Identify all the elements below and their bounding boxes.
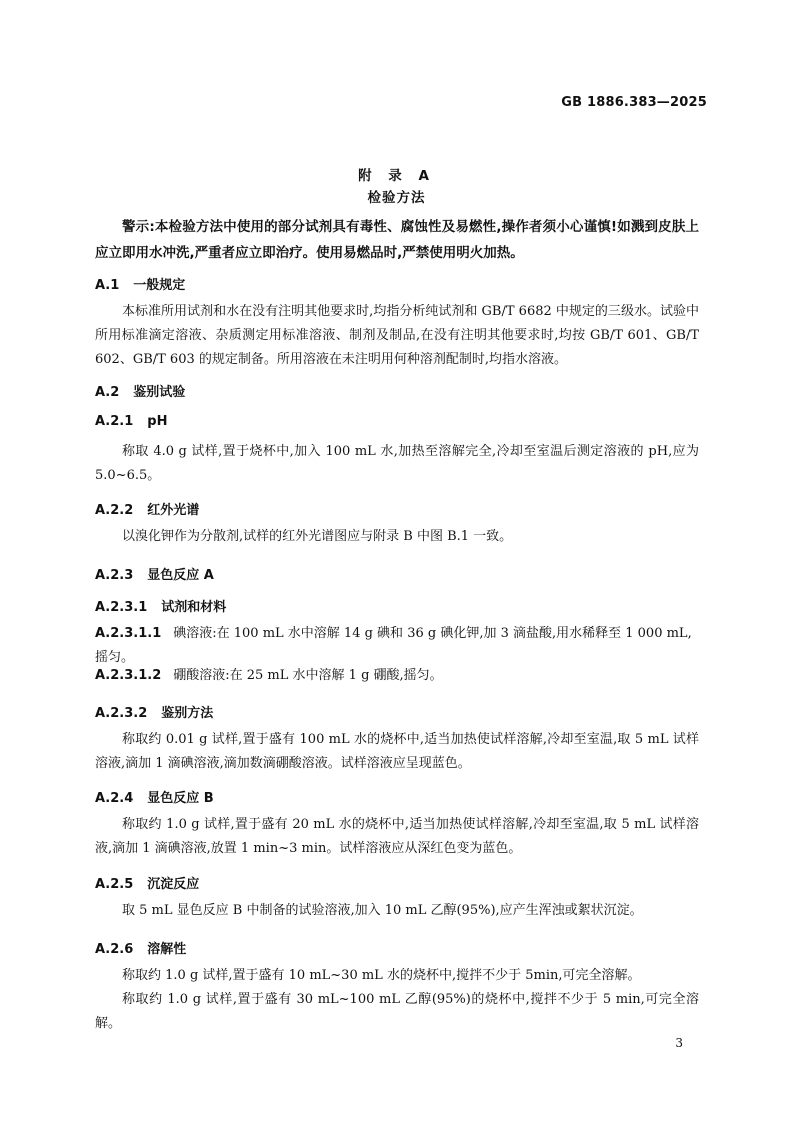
paragraph-a24: 称取约 1.0 g 试样,置于盛有 20 mL 水的烧杯中,适当加热使试样溶解,冷却至室温,取 5 mL 试样溶液,滴加 1 滴碘溶液,放置 1 min~3 min。试样溶液应从深红色变为蓝色。: [95, 817, 699, 856]
section-heading-a24: [95, 787, 214, 806]
item-text: 碘溶液:在 100 mL 水中溶解 14 g 碘和 36 g 碘化钾,加 3 滴盐酸,用水稀释至 1 000 mL,摇匀。: [95, 626, 692, 665]
section-number: A.2.6: [95, 942, 134, 957]
section-number: A.1: [95, 278, 120, 293]
paragraph-a21: 称取 4.0 g 试样,置于烧杯中,加入 100 mL 水,加热至溶解完全,冷却至室温后测定溶液的 pH,应为 5.0~6.5。: [95, 444, 699, 483]
section-label: 试剂和材料: [161, 600, 227, 615]
section-heading-a26: [95, 938, 186, 957]
section-heading-a22: [95, 499, 199, 518]
item-a2312: [95, 664, 699, 688]
appendix-title: 附 录 A: [358, 168, 435, 184]
paragraph-a1: 本标准所用试剂和水在没有注明其他要求时,均指分析纯试剂和 GB/T 6682 中规定的三级水。试验中所用标准滴定溶液、杂质测定用标准溶液、制剂及制品,在没有注明其他要求时,均按 GB/T 601、GB/T 602、GB/T 603 的规定制备。所用溶液在未注明用何种溶剂配制时,均指水溶液。: [95, 304, 699, 367]
page-number: 3: [675, 1036, 683, 1050]
section-heading-a21: [95, 414, 167, 429]
section-label: 一般规定: [133, 278, 186, 293]
item-number: A.2.3.1.2: [95, 668, 162, 683]
section-label: 沉淀反应: [147, 877, 200, 892]
item-number: A.2.3.1.1: [95, 626, 162, 641]
section-label: 显色反应 A: [147, 568, 214, 583]
section-label: 红外光谱: [147, 503, 200, 518]
item-text: 硼酸溶液:在 25 mL 水中溶解 1 g 硼酸,摇匀。: [173, 668, 443, 683]
paragraph-a22: 以溴化钾作为分散剂,试样的红外光谱图应与附录 B 中图 B.1 一致。: [122, 529, 513, 544]
section-label: pH: [147, 414, 168, 429]
paragraph-a26-2: 称取约 1.0 g 试样,置于盛有 30 mL~100 mL 乙醇(95%)的烧杯中,搅拌不少于 5 min,可完全溶解。: [95, 992, 699, 1031]
paragraph-a25: 取 5 mL 显色反应 B 中制备的试验溶液,加入 10 mL 乙醇(95%),应产生浑浊或絮状沉淀。: [122, 903, 643, 918]
section-number: A.2: [95, 385, 120, 400]
section-label: 鉴别方法: [161, 706, 214, 721]
section-number: A.2.4: [95, 791, 134, 806]
section-number: A.2.1: [95, 414, 134, 429]
section-heading-a1: [95, 274, 185, 293]
section-heading-a25: [95, 873, 199, 892]
paragraph-a26-1: 称取约 1.0 g 试样,置于盛有 10 mL~30 mL 水的烧杯中,搅拌不少于 5min,可完全溶解。: [122, 968, 641, 983]
standard-code: GB 1886.383—2025: [561, 95, 707, 110]
section-heading-a231: [95, 596, 226, 615]
section-number: A.2.3: [95, 568, 134, 583]
paragraph-a232: 称取约 0.01 g 试样,置于盛有 100 mL 水的烧杯中,适当加热使试样溶解,冷却至室温,取 5 mL 试样溶液,滴加 1 滴碘溶液,滴加数滴硼酸溶液。试样溶液应呈现蓝色。: [95, 732, 699, 771]
section-label: 显色反应 B: [147, 791, 214, 806]
appendix-subtitle: 检验方法: [367, 190, 426, 206]
section-number: A.2.3.2: [95, 706, 148, 721]
section-heading-a232: [95, 702, 213, 721]
section-heading-a23: [95, 564, 214, 583]
section-label: 溶解性: [147, 942, 187, 957]
section-label: 鉴别试验: [133, 385, 186, 400]
section-heading-a2: [95, 381, 185, 400]
section-number: A.2.5: [95, 877, 134, 892]
section-number: A.2.2: [95, 503, 134, 518]
item-a2311: [95, 622, 699, 670]
section-number: A.2.3.1: [95, 600, 148, 615]
warning-paragraph: 警示:本检验方法中使用的部分试剂具有毒性、腐蚀性及易燃性,操作者须小心谨慎!如溅到皮肤上应立即用水冲洗,严重者应立即治疗。使用易燃品时,严禁使用明火加热。: [95, 219, 699, 261]
